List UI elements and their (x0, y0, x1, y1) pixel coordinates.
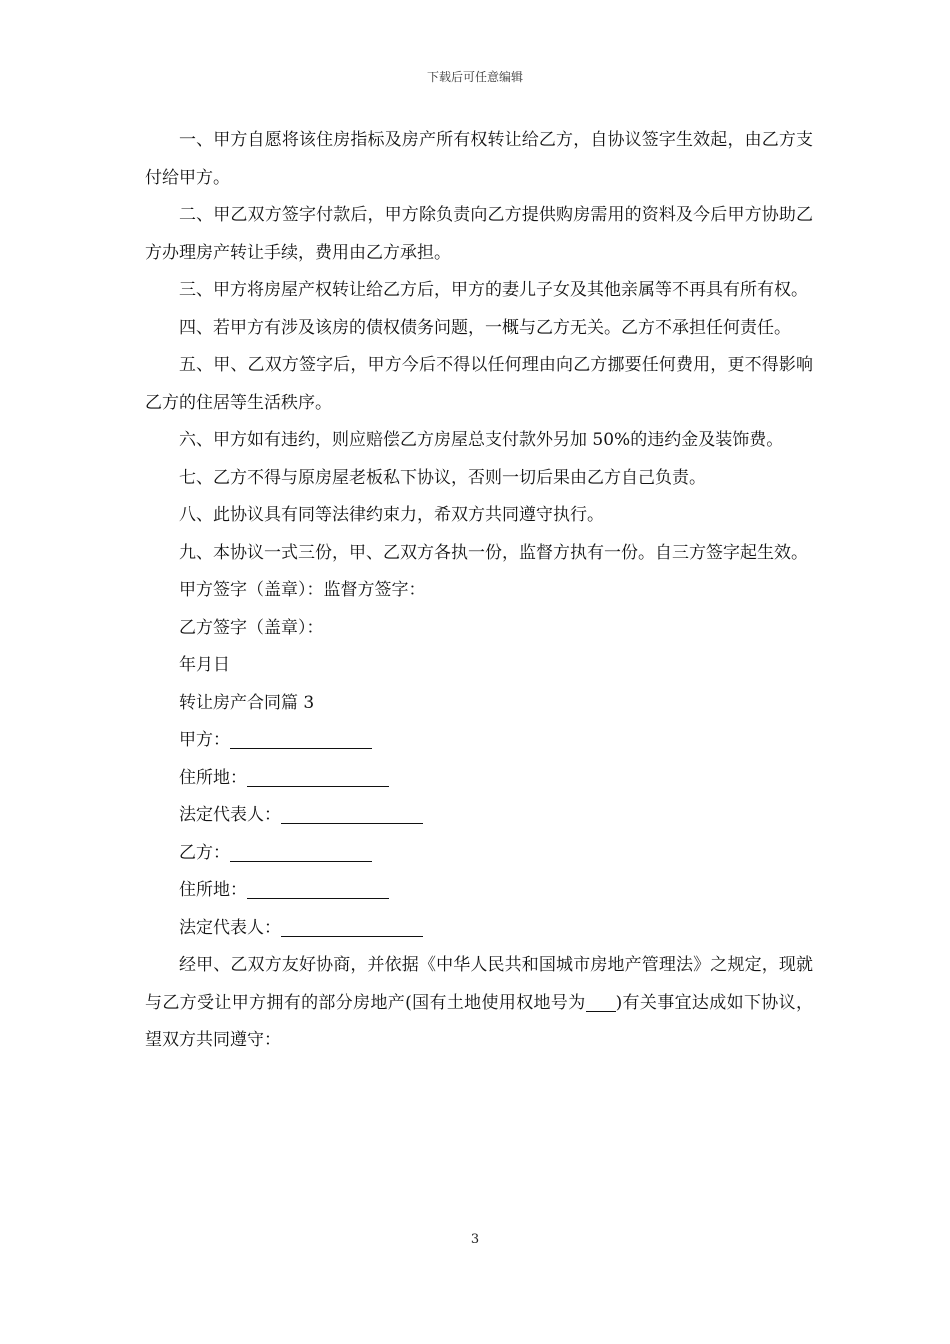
field-label: 甲方： (179, 730, 230, 750)
fill-blank-line (247, 766, 389, 787)
field-label: 乙方： (179, 842, 230, 863)
signature-party-a: 甲方签字（盖章）：监督方签字： (179, 580, 426, 600)
signature-party-b: 乙方签字（盖章）： (179, 617, 324, 638)
clause-4: 四、若甲方有涉及该房的债权债务问题，一概与乙方无关。乙方不承担任何责任。 (179, 317, 791, 338)
clause-7: 七、乙方不得与原房屋老板私下协议，否则一切后果由乙方自己负责。 (179, 467, 706, 488)
clause-1: 一、甲方自愿将该住房指标及房产所有权转让给乙方，自协议签字生效起，由乙方支付给甲方。 (145, 130, 813, 188)
field-party-b-representative (145, 910, 813, 948)
fill-blank-line (247, 878, 389, 899)
closing-text-end: )有关事宜达成如下协议，望双方共同遵守： (145, 992, 813, 1050)
field-label: 住所地： (179, 767, 247, 788)
closing-paragraph (145, 947, 813, 1060)
field-party-a (145, 722, 813, 760)
clause-2: 二、甲乙双方签字付款后，甲方除负责向乙方提供购房需用的资料及今后甲方协助乙方办理房产转让手续，费用由乙方承担。 (145, 205, 813, 263)
signature-date: 年月日 (179, 655, 230, 675)
fill-blank-line (230, 728, 372, 749)
land-number-blank (586, 991, 616, 1012)
fill-blank-line (230, 841, 372, 862)
field-label: 住所地： (179, 880, 247, 900)
field-label: 法定代表人： (179, 917, 281, 938)
fill-blank-line (281, 803, 423, 824)
clause-6: 六、甲方如有违约，则应赔偿乙方房屋总支付款外另加 50%的违约金及装饰费。 (179, 430, 784, 450)
field-party-b (145, 835, 813, 873)
clause-5: 五、甲、乙双方签字后，甲方今后不得以任何理由向乙方挪要任何费用，更不得影响乙方的住居等生活秩序。 (145, 355, 813, 413)
page-number: 3 (470, 1232, 480, 1247)
document-body (145, 122, 813, 1060)
clause-8: 八、此协议具有同等法律约束力，希双方共同遵守执行。 (179, 505, 604, 525)
page-header: 下载后可任意编辑 (426, 70, 523, 84)
fill-blank-line (281, 916, 423, 937)
field-label: 法定代表人： (179, 805, 281, 825)
field-party-a-address (145, 760, 813, 798)
clause-9: 九、本协议一式三份，甲、乙双方各执一份，监督方执有一份。自三方签字起生效。 (179, 542, 808, 563)
field-party-b-address (145, 872, 813, 910)
section-title: 转让房产合同篇 3 (179, 692, 315, 713)
clause-3: 三、甲方将房屋产权转让给乙方后，甲方的妻儿子女及其他亲属等不再具有所有权。 (179, 280, 808, 300)
field-party-a-representative (145, 797, 813, 835)
closing-text-start: 经甲、乙双方友好协商，并依据《中华人民共和国城市房地产管理法》之规定，现就与乙方受让甲方拥有的部分房地产(国有土地使用权地号为 (145, 955, 813, 1013)
